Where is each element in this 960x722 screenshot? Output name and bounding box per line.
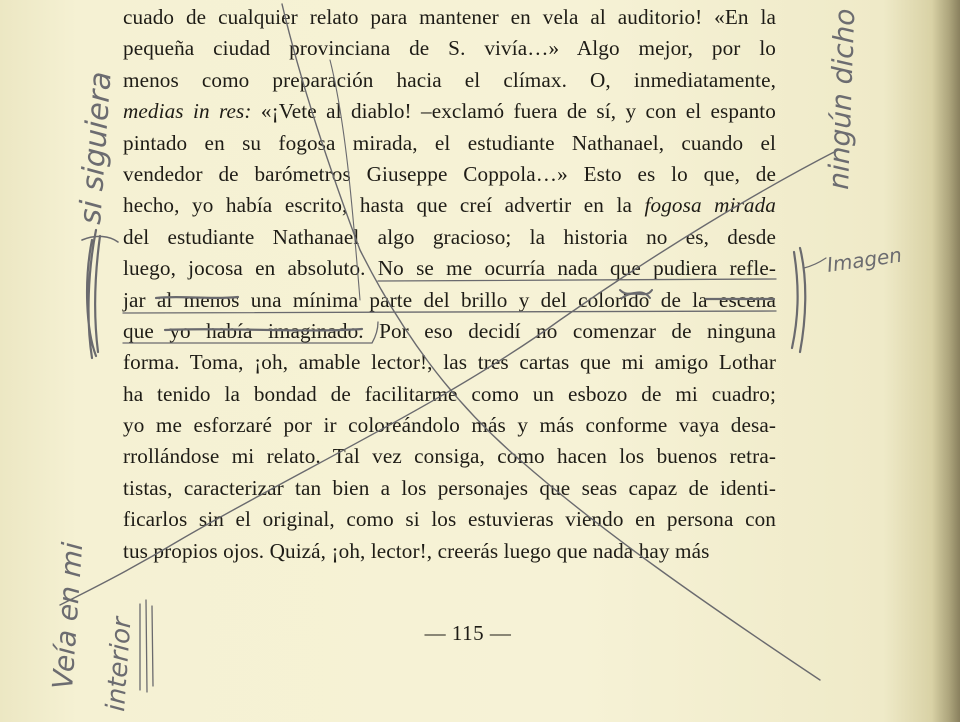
text-line: forma. Toma, ¡oh, amable lector!, las tres cartas que mi amigo Lothar xyxy=(123,350,776,375)
text-line: pintado en su fogosa mirada, el estudiante Nathanael, cuando el xyxy=(123,130,776,155)
text-line: luego, jocosa en absoluto. No se me ocurría nada que pudiera refle- xyxy=(123,256,776,281)
page-number-text: — 115 — xyxy=(424,621,512,645)
text-line: ficarlos sin el original, como si los estuvieras viendo en persona con xyxy=(123,507,776,532)
margin-note-left-bottom: Veía en mi xyxy=(46,541,90,691)
margin-note-right-top: ningún dicho xyxy=(822,7,862,191)
text-line: menos como preparación hacia el clímax. O, inmediatamente, xyxy=(123,67,776,92)
text-line: cuado de cualquier relato para mantener en vela al auditorio! «En la xyxy=(123,5,776,29)
margin-note-left-top: si siguiera xyxy=(73,70,119,226)
page-number xyxy=(0,621,960,646)
text-line: yo me esforzaré por ir coloreándolo más y más conforme vaya desa- xyxy=(123,413,776,438)
text-line-start: hecho, yo había escrito, hasta que creí advertir en la xyxy=(123,193,633,218)
text-line-with-italic xyxy=(123,96,776,127)
text-line-rest: «¡Vete al diablo! –exclamó fuera de sí, y con el espanto xyxy=(260,99,776,124)
margin-note-left-bottom-2: interior xyxy=(101,616,138,713)
margin-note-right-mid: Imagen xyxy=(825,242,904,277)
italic-phrase: fogosa mirada xyxy=(644,193,776,218)
text-line: del estudiante Nathanael algo gracioso; la historia no es, desde xyxy=(123,224,776,249)
text-line: ha tenido la bondad de facilitarme como un esbozo de mi cuadro; xyxy=(123,381,776,406)
text-line: tus propios ojos. Quizá, ¡oh, lector!, creerás luego que nada hay más xyxy=(123,538,710,563)
page-fold-shadow xyxy=(932,0,960,722)
text-line: que yo había imaginado. Por eso decidí no comenzar de ninguna xyxy=(123,318,776,343)
text-line-with-italic xyxy=(123,190,776,221)
text-line: pequeña ciudad provinciana de S. vivía…» Algo mejor, por lo xyxy=(123,36,776,61)
italic-phrase: medias in res: xyxy=(123,99,252,124)
text-line: jar al menos una mínima parte del brillo y del colorido de la escena xyxy=(123,287,776,312)
body-text xyxy=(123,2,776,567)
text-line: tistas, caracterizar tan bien a los personajes que seas capaz de identi- xyxy=(123,475,776,500)
text-line: rrollándose mi relato. Tal vez consiga, como hacen los buenos retra- xyxy=(123,444,776,469)
text-line: vendedor de barómetros Giuseppe Coppola…» Esto es lo que, de xyxy=(123,161,776,186)
